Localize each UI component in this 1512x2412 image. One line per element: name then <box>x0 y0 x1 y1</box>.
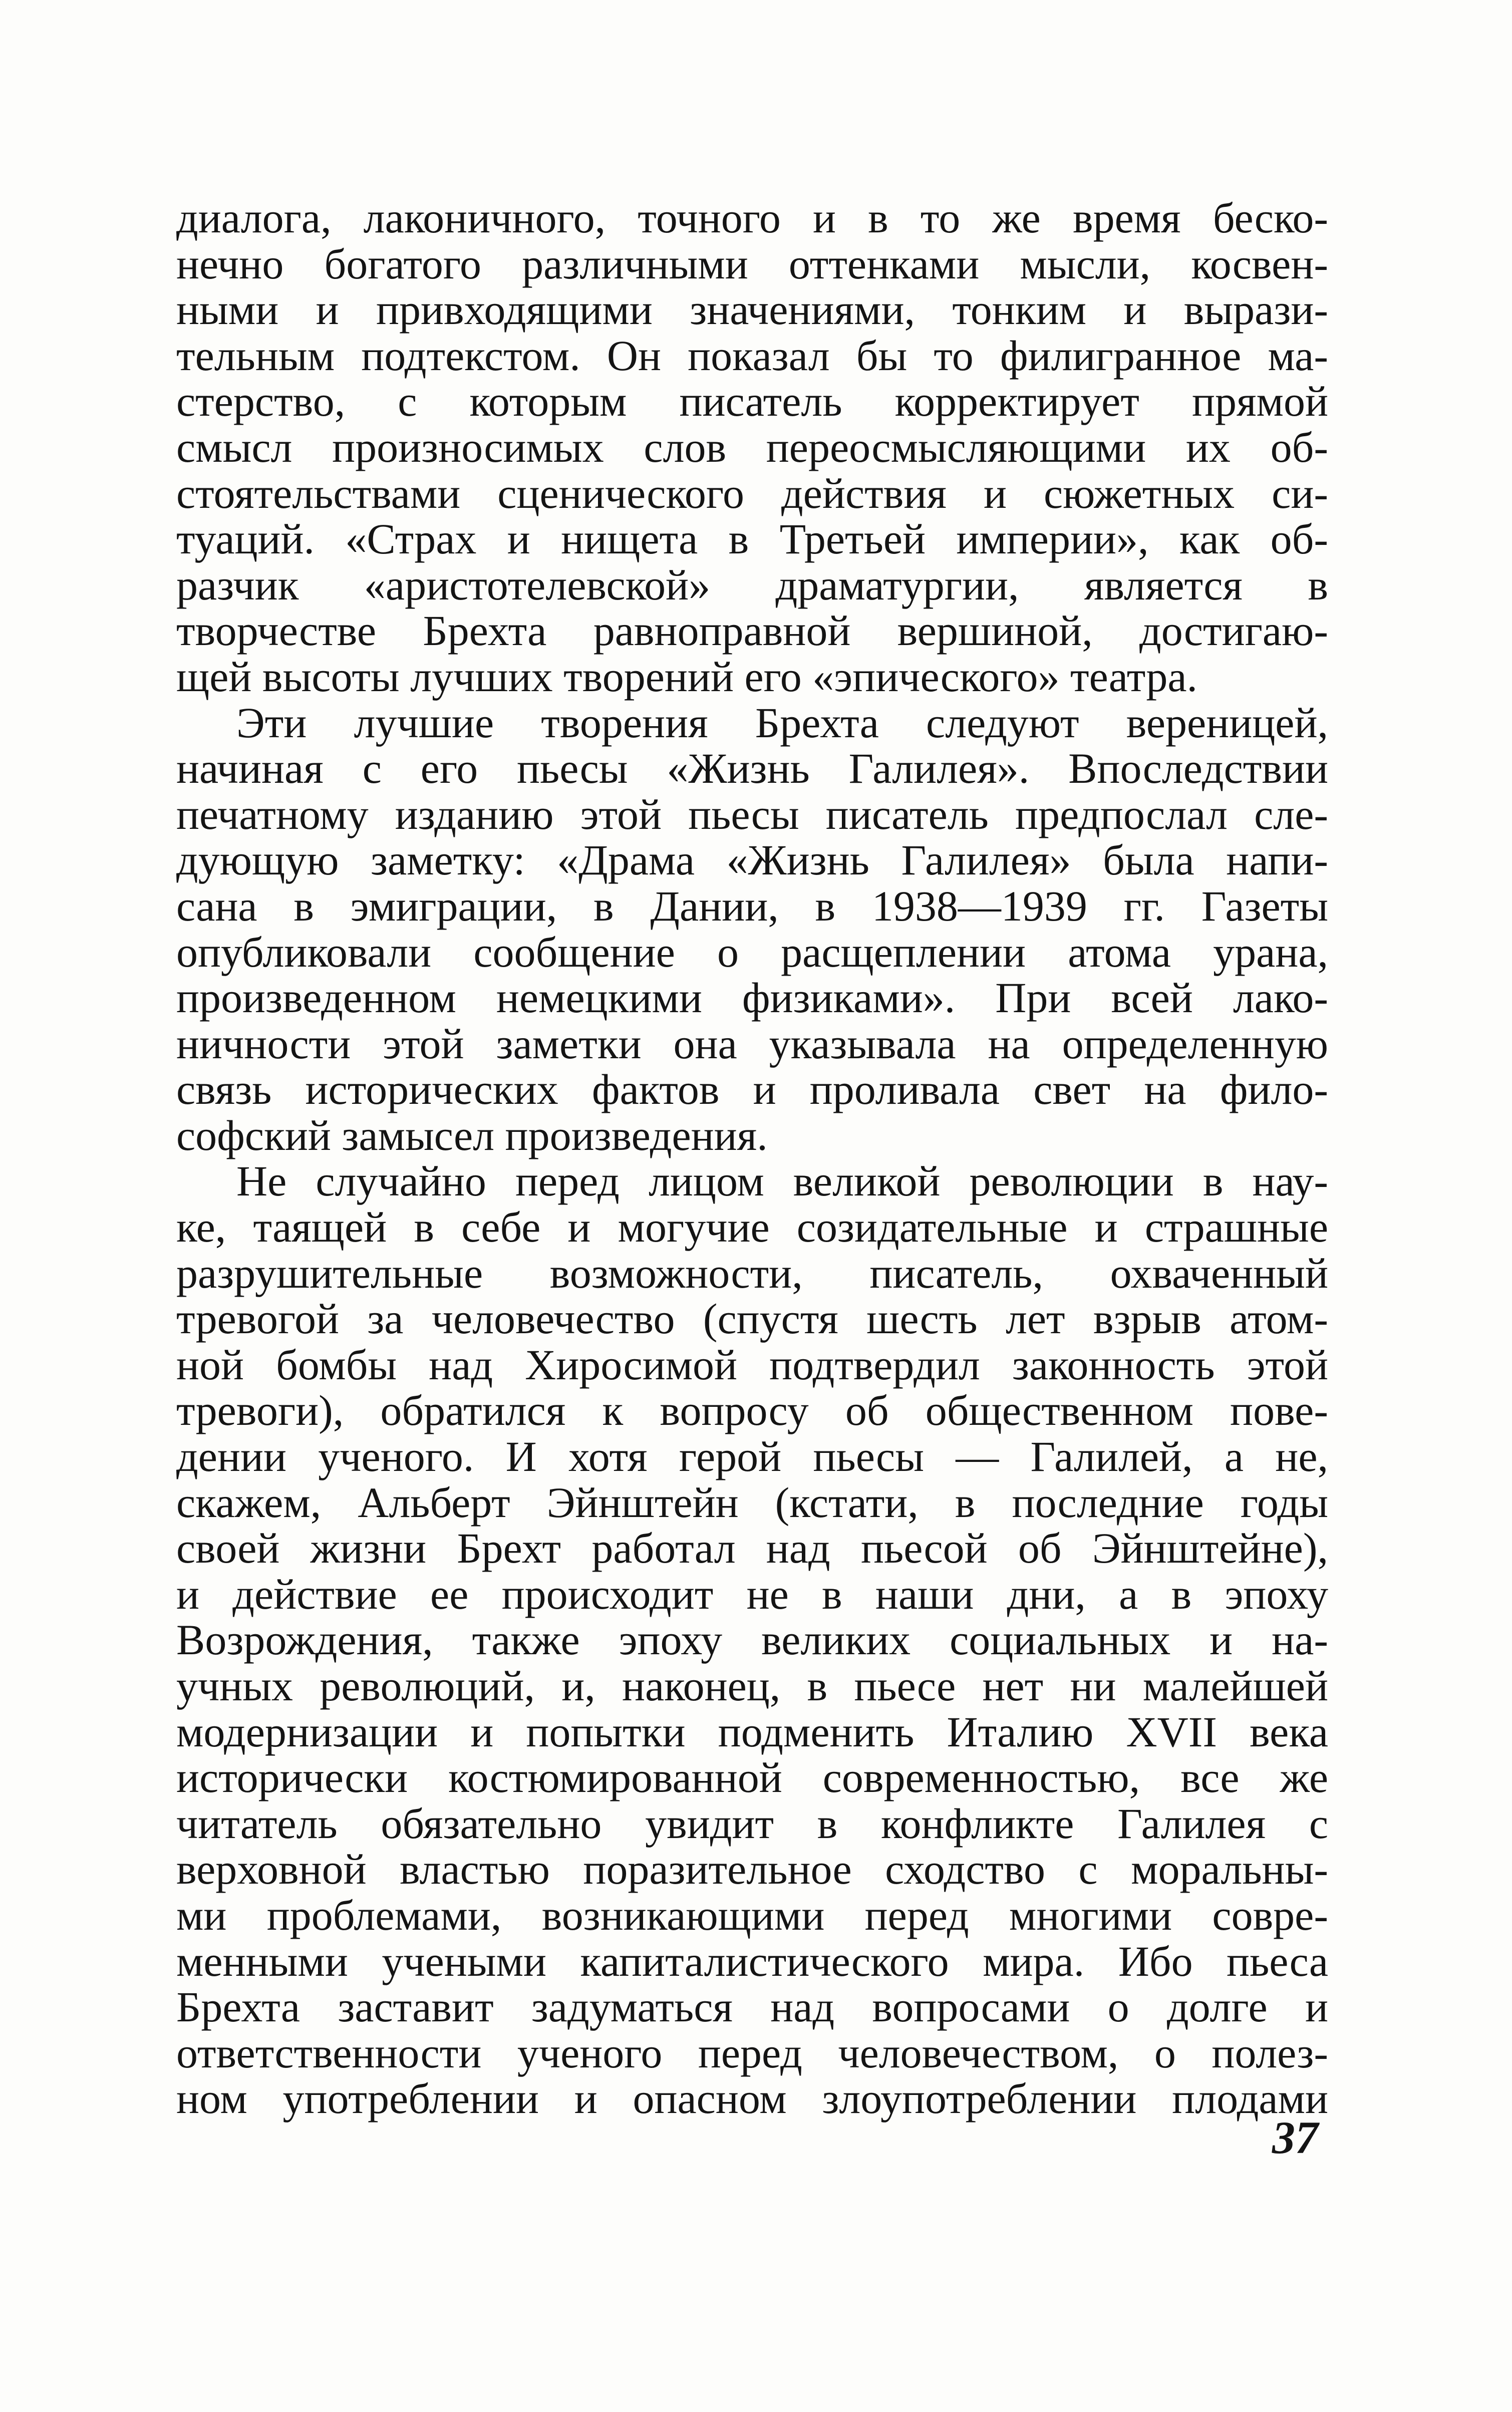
text-line: учных революций, и, наконец, в пьесе нет ни малейшей <box>176 1662 1328 1710</box>
text-line: произведенном немецкими физиками». При всей лако- <box>176 974 1328 1022</box>
text-line: тревогой за человечество (спустя шесть лет взрыв атом- <box>176 1295 1328 1343</box>
text-line: сана в эмиграции, в Дании, в 1938—1939 гг. Газеты <box>176 881 1328 930</box>
text-line: разчик «аристотелевской» драматургии, является в <box>176 560 1328 609</box>
text-line: ничности этой заметки она указывала на определенную <box>176 1019 1328 1068</box>
text-line: софский замысел произведения. <box>176 1111 768 1159</box>
text-line: ми проблемами, возникающими перед многими совре- <box>176 1891 1328 1939</box>
text-line: Эти лучшие творения Брехта следуют вереницей, <box>236 698 1328 747</box>
text-line: ответственности ученого перед человечеством, о полез- <box>176 2028 1328 2077</box>
text-line: скажем, Альберт Эйнштейн (кстати, в последние годы <box>176 1478 1328 1527</box>
text-line: начиная с его пьесы «Жизнь Галилея». Впоследствии <box>176 744 1328 793</box>
text-line: связь исторических фактов и проливала свет на фило- <box>176 1065 1328 1114</box>
text-line: тельным подтекстом. Он показал бы то филигранное ма- <box>176 331 1328 380</box>
text-line: щей высоты лучших творений его «эпического» театра. <box>176 652 1198 701</box>
text-line: дующую заметку: «Драма «Жизнь Галилея» была напи- <box>176 836 1328 884</box>
text-line: Не случайно перед лицом великой революции в нау- <box>236 1157 1328 1205</box>
text-line: смысл произносимых слов переосмысляющими их об- <box>176 423 1328 471</box>
text-line: ными и привходящими значениями, тонким и вырази- <box>176 285 1328 334</box>
text-line: читатель обязательно увидит в конфликте Галилея с <box>176 1799 1328 1848</box>
text-line: туаций. «Страх и нищета в Третьей империи», как об- <box>176 515 1328 563</box>
text-line: тревоги), обратился к вопросу об общественном пове- <box>176 1386 1328 1435</box>
text-line: стерство, с которым писатель корректирует прямой <box>176 377 1328 426</box>
text-line: модернизации и попытки подменить Италию XVII века <box>176 1707 1328 1756</box>
paragraph <box>176 1158 1328 2122</box>
page-number: 37 <box>1272 2112 1318 2163</box>
text-line: Брехта заставит задуматься над вопросами о долге и <box>176 1983 1328 2031</box>
body-text <box>176 195 1328 2122</box>
paragraph <box>176 195 1328 700</box>
text-line: ке, таящей в себе и могучие созидательные и страшные <box>176 1203 1328 1252</box>
text-line: и действие ее происходит не в наши дни, а в эпоху <box>176 1570 1328 1618</box>
text-line: диалога, лаконичного, точного и в то же время беско- <box>176 194 1328 242</box>
text-line: дении ученого. И хотя герой пьесы — Галилей, а не, <box>176 1432 1328 1481</box>
text-line: верховной властью поразительное сходство с моральны- <box>176 1845 1328 1894</box>
text-line: печатному изданию этой пьесы писатель предпослал сле- <box>176 790 1328 838</box>
text-line: творчестве Брехта равноправной вершиной, достигаю- <box>176 607 1328 655</box>
text-line: опубликовали сообщение о расщеплении атома урана, <box>176 928 1328 976</box>
paragraph <box>176 700 1328 1159</box>
text-line: стоятельствами сценического действия и сюжетных си- <box>176 469 1328 517</box>
text-line: ной бомбы над Хиросимой подтвердил законность этой <box>176 1340 1328 1389</box>
text-line: менными учеными капиталистического мира. Ибо пьеса <box>176 1937 1328 1985</box>
text-line: исторически костюмированной современностью, все же <box>176 1753 1328 1802</box>
text-line: своей жизни Брехт работал над пьесой об Эйнштейне), <box>176 1524 1328 1573</box>
text-line: Возрождения, также эпоху великих социальных и на- <box>176 1616 1328 1664</box>
text-line: ном употреблении и опасном злоупотреблении плодами <box>176 2074 1328 2123</box>
text-line: нечно богатого различными оттенками мысли, косвен- <box>176 239 1328 288</box>
text-line: разрушительные возможности, писатель, охваченный <box>176 1249 1328 1297</box>
